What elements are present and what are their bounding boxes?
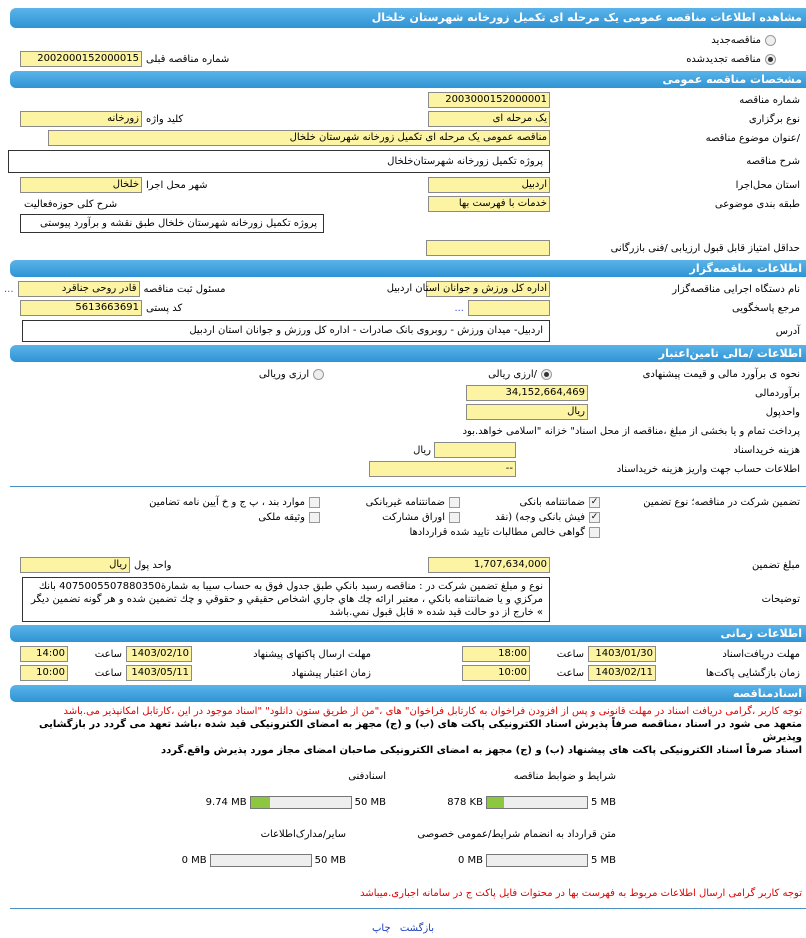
account-label: اطلاعات حساب جهت واریز هزینه خریداسناد — [616, 463, 800, 475]
currency-label: واحدپول — [765, 406, 800, 418]
postal-code-label: کد پستی — [146, 302, 183, 314]
currency-field[interactable]: ریال — [466, 404, 588, 420]
progress-contract — [486, 854, 588, 867]
organization-label: نام دستگاه اجرایی مناقصه‌گزار — [672, 283, 800, 295]
checkbox-regulation-items[interactable] — [309, 497, 320, 508]
progress-fill — [487, 797, 504, 808]
opening-label: زمان بازگشایی پاکت‌ها — [705, 667, 800, 679]
fx-rial-label: ارزی وریالی — [258, 368, 310, 380]
checkbox-cash-deposit[interactable]: ✓ — [590, 512, 599, 522]
guarantee-options — [0, 497, 806, 538]
doc-deadline-time[interactable]: 18:00 — [462, 646, 530, 662]
file-max-other: 50 MB — [314, 855, 346, 866]
commitment-text-1: متعهد می شود در اسناد ،مناقصه صرفاً پذیرش اسناد الکترونیکی پاکت های (ب) و (ج) مجهز به امضای الکترونیکی قید شده ،باشد تعهد می گردد در بازگشایی وپذیرش — [38, 719, 802, 743]
reference-lookup-link[interactable]: ... — [454, 302, 464, 314]
guarantee-currency-label: واحد پول — [134, 559, 172, 571]
prev-number-label: شماره مناقصه قبلی — [146, 53, 230, 65]
organization-field[interactable]: اداره کل ورزش و جوانان استان اردبیل — [426, 281, 550, 297]
category-label: طبقه بندی موضوعی — [714, 198, 800, 210]
bonds-label: اوراق مشارکت — [382, 512, 445, 523]
price-list-notice: توجه کاربر گرامی ارسال اطلاعات مربوط به فهرست بها در محتوات فایل پاکت ج در سامانه اجباری.میباشد — [360, 888, 802, 899]
guarantee-notes-label: توضیحات — [761, 594, 800, 605]
tender-number-label: شماره مناقصه — [739, 94, 800, 106]
time-label: ساعت — [94, 648, 122, 660]
file-size-technical: 9.74 MB — [205, 797, 247, 808]
time-label: ساعت — [556, 667, 584, 679]
reference-field[interactable] — [468, 300, 550, 316]
section-general: مشخصات مناقصه عمومی — [10, 71, 806, 88]
divider — [10, 908, 806, 909]
opening-date[interactable]: 1403/02/11 — [588, 665, 656, 681]
checkbox-bank-guarantee[interactable]: ✓ — [590, 497, 599, 507]
checkbox-property-collateral[interactable] — [309, 512, 320, 523]
radio-new-tender[interactable] — [765, 35, 776, 46]
progress-fill — [251, 797, 270, 808]
address-label: آدرس — [775, 325, 800, 337]
submit-deadline-time[interactable]: 14:00 — [20, 646, 68, 662]
file-label-technical: اسنادفنی — [348, 771, 386, 782]
radio-fx-rial[interactable] — [313, 369, 324, 380]
file-size-other: 0 MB — [181, 855, 207, 866]
file-max-technical: 50 MB — [354, 797, 386, 808]
cash-deposit-label: فیش بانکی وجه) (نقد — [495, 512, 585, 523]
radio-rial[interactable] — [541, 369, 552, 380]
doc-deadline-label: مهلت دریافت‌اسناد — [722, 648, 800, 660]
province-label: استان محل‌اجرا — [735, 179, 800, 191]
guarantee-amount-label: مبلغ تضمین — [751, 559, 800, 571]
estimate-field[interactable]: 34,152,664,469 — [466, 385, 588, 401]
checkbox-receivables-certificate[interactable] — [589, 527, 600, 538]
tender-number-field[interactable]: 2003000152000001 — [428, 92, 550, 108]
keyword-label: کلید واژه — [146, 113, 184, 125]
new-tender-label: مناقصه‌جدید — [711, 34, 761, 46]
nonbank-guarantee-label: ضمانتنامه غیربانکی — [365, 497, 445, 508]
validity-label: زمان اعتبار پیشنهاد — [291, 667, 371, 679]
holding-type-field[interactable]: یک مرحله ای — [428, 111, 550, 127]
treasury-notice: پرداخت تمام و یا بخشی از مبلغ ،مناقصه از محل اسناد" خزانه "اسلامی خواهد.بود — [462, 425, 800, 437]
submit-deadline-label: مهلت ارسال پاکتهای پیشنهاد — [253, 648, 371, 660]
file-label-terms: شرایط و ضوابط مناقصه — [513, 771, 616, 782]
time-label: ساعت — [556, 648, 584, 660]
receivables-certificate-label: گواهی خالص مطالبات تایید شده قراردادها — [409, 527, 585, 538]
doc-fee-unit: ریال — [413, 444, 431, 456]
regulation-items-label: موارد بند ، پ ج و خ آیین نامه تضامین — [149, 497, 305, 508]
registrar-label: مسئول ثبت مناقصه — [143, 283, 226, 295]
description-box: پروژه تکمیل زورخانه شهرستان‌خلخال — [8, 150, 550, 173]
property-collateral-label: وثیقه ملکی — [258, 512, 305, 523]
registrar-field[interactable]: قادر روحی جناقرد — [18, 281, 140, 297]
validity-time[interactable]: 10:00 — [20, 665, 68, 681]
bank-guarantee-label: ضمانتنامه بانکی — [519, 497, 585, 508]
commitment-text-2: اسناد صرفاً اسناد الکترونیکی پاکت های پیشنهاد (ب) و (ج) مجهز به امضای الکترونیکی صاحبان امضای مجاز مورد پذیرش واقع.گردد — [161, 745, 802, 756]
section-timing: اطلاعات زمانی — [10, 625, 806, 642]
radio-renewed-tender[interactable] — [765, 54, 776, 65]
reference-label: مرجع پاسخگویی — [731, 302, 800, 314]
submit-deadline-date[interactable]: 1403/02/10 — [126, 646, 192, 662]
estimate-label: برآوردمالی — [755, 387, 800, 399]
category-field[interactable]: خدمات با فهرست بها — [428, 196, 550, 212]
postal-code-field[interactable]: 5613663691 — [20, 300, 142, 316]
section-documents: اسنادمناقصه — [10, 685, 806, 702]
page-title: مشاهده اطلاعات مناقصه عمومی یک مرحله ای تکمیل زورخانه شهرستان خلخال — [10, 8, 806, 28]
min-score-label: حداقل امتیاز قابل قبول ارزیابی /فنی بازرگانی — [610, 242, 800, 254]
guarantee-currency-field[interactable]: ریال — [20, 557, 130, 573]
guarantee-type-label: تضمین شرکت در مناقصه؛ نوع تضمین — [643, 497, 800, 508]
section-organizer: اطلاعات مناقصه‌گزار — [10, 260, 806, 277]
progress-terms — [486, 796, 588, 809]
holding-type-label: نوع برگزاری — [748, 113, 800, 125]
file-size-terms: 878 KB — [447, 797, 483, 808]
file-label-contract: متن قرارداد به انضمام شرایط/عمومی خصوصی — [417, 829, 616, 840]
guarantee-amount-field[interactable]: 1,707,634,000 — [428, 557, 550, 573]
min-score-field[interactable] — [426, 240, 550, 256]
rial-label: /ارزی ریالی — [488, 368, 537, 380]
renewed-tender-label: مناقصه تجدیدشده — [686, 53, 761, 65]
file-max-terms: 5 MB — [590, 797, 616, 808]
doc-deadline-date[interactable]: 1403/01/30 — [588, 646, 656, 662]
registrar-lookup-link[interactable]: ... — [4, 283, 14, 295]
activity-label: شرح کلی حوزه‌فعالیت — [24, 198, 118, 210]
city-label: شهر محل اجرا — [146, 179, 208, 191]
progress-other — [210, 854, 312, 867]
subject-field[interactable]: مناقصه عمومی یک مرحله ای تکمیل زورخانه شهرستان خلخال — [48, 130, 550, 146]
checkbox-bonds[interactable] — [449, 512, 460, 523]
file-size-contract: 0 MB — [457, 855, 483, 866]
prev-number-field[interactable]: 2002000152000015 — [20, 51, 142, 67]
print-link[interactable]: چاپ — [371, 923, 391, 934]
address-box: اردبیل- میدان ورزش - روبروی بانک صادرات - اداره کل ورزش و جوانان استان اردبیل — [22, 320, 550, 342]
description-label: شرح مناقصه — [746, 156, 800, 167]
subject-label: /عنوان موضوع مناقصه — [705, 132, 800, 144]
file-label-other: سایر/مدارک‌اطلاعات — [260, 829, 346, 840]
estimate-method-label: نحوه ی برآورد مالی و قیمت پیشنهادی — [642, 368, 800, 380]
activity-box: پروژه تکمیل زورخانه شهرستان خلخال طبق نقشه و برآورد پیوستی — [20, 214, 324, 233]
doc-fee-label: هزینه خریداسناد — [733, 444, 800, 456]
section-finance: اطلاعات /مالی تامین‌اعتبار — [10, 345, 806, 362]
checkbox-nonbank-guarantee[interactable] — [449, 497, 460, 508]
divider — [10, 486, 806, 487]
doc-fee-field[interactable] — [434, 442, 516, 458]
city-field[interactable]: خلخال — [20, 177, 142, 193]
download-notice: توجه کاربر ،گرامی دریافت اسناد در مهلت قانونی و پس از افزودن فراخوان به کارتابل فراخوان" های ،"من از طریق ستون دانلود" "اسناد موجود در این ،کارتابل امکانپذیر می.باشد — [63, 706, 802, 717]
province-field[interactable]: اردبیل — [428, 177, 550, 193]
validity-date[interactable]: 1403/05/11 — [126, 665, 192, 681]
file-max-contract: 5 MB — [590, 855, 616, 866]
time-label: ساعت — [94, 667, 122, 679]
account-field[interactable]: -- — [369, 461, 516, 477]
guarantee-notes-box: نوع و مبلغ تضمین شرکت در : مناقصه رسید بانکي طبق جدول فوق به حساب سيبا به شمارة4075005507880350 بانك مركزي و يا ضمانتنامه بانكي ، معتبر ارائه چك هاي جاري اشخاص حقيقي و حقوقي و چك تضمين شده و هر گونه تضمين ديگر » خارج از دو حالت قيد شده « قابل قبول نمي.باشد — [22, 577, 550, 622]
opening-time[interactable]: 10:00 — [462, 665, 530, 681]
progress-technical — [250, 796, 352, 809]
back-link[interactable]: بازگشت — [399, 923, 434, 934]
keyword-field[interactable]: زورخانه — [20, 111, 142, 127]
